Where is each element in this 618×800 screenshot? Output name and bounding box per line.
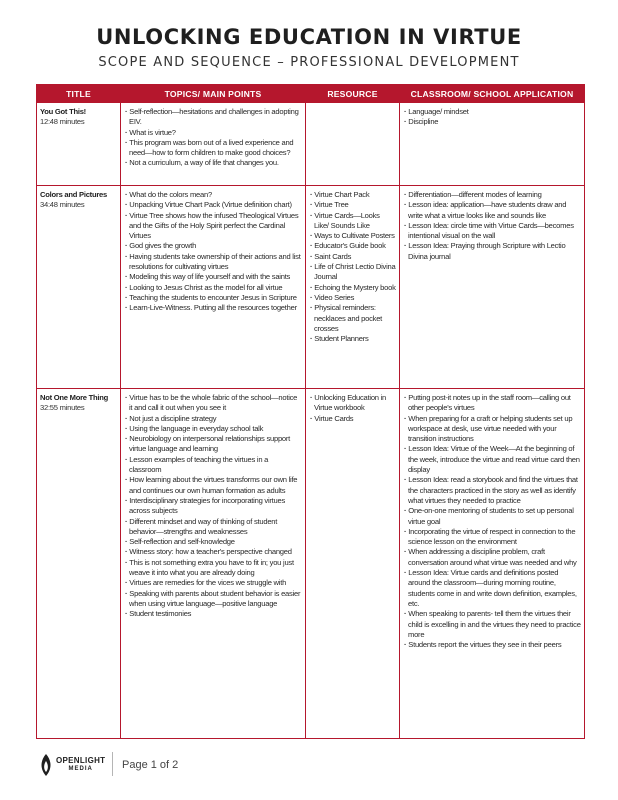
list-item: · Virtues are remedies for the vices we struggle with (124, 578, 302, 588)
footer-divider (112, 752, 113, 776)
list-item: · Self-reflection and self-knowledge (124, 537, 302, 547)
logo-name: OPENLIGHT (56, 756, 106, 765)
list-item: · Unpacking Virtue Chart Pack (Virtue definition chart) (124, 200, 302, 210)
list-item: · Witness story: how a teacher's perspective changed (124, 547, 302, 557)
table-row (37, 389, 585, 739)
list-item: · Learn-Live-Witness. Putting all the resources together (124, 303, 302, 313)
list-item: · Using the language in everyday school talk (124, 424, 302, 434)
logo-sub: MEDIA (68, 766, 93, 772)
list-item: · How learning about the virtues transforms our own life and continues our own human formation as adults (124, 475, 302, 496)
list-item: · Student Planners (309, 334, 396, 344)
col-header-resource: RESOURCE (306, 85, 400, 103)
row-title-cell (37, 103, 121, 186)
list-item: · Having students take ownership of their actions and list resolutions for cultivating virtues (124, 252, 302, 273)
list-item: · Teaching the students to encounter Jesus in Scripture (124, 293, 302, 303)
list-item: · Incorporating the virtue of respect in connection to the science lesson on the environment (403, 527, 581, 548)
list-item: · Looking to Jesus Christ as the model for all virtue (124, 283, 302, 293)
col-header-application: CLASSROOM/ SCHOOL APPLICATION (400, 85, 585, 103)
page-subtitle: SCOPE AND SEQUENCE – PROFESSIONAL DEVELOPMENT (98, 55, 520, 70)
list-item: · Unlocking Education in Virtue workbook (309, 393, 396, 414)
list-item: · Physical reminders: necklaces and pocket crosses (309, 303, 396, 334)
table-row (37, 103, 585, 186)
list-item: · Speaking with parents about student behavior is easier when using virtue language—positive language (124, 589, 302, 610)
list-item: · Self-reflection—hesitations and challenges in adopting EIV. (124, 107, 302, 128)
list-item: · One-on-one mentoring of students to set up personal virtue goal (403, 506, 581, 527)
list-item: · Echoing the Mystery book (309, 283, 396, 293)
list-item: · Neurobiology on interpersonal relationships support virtue language and learning (124, 434, 302, 455)
list-item: · Lesson Idea: circle time with Virtue Cards—becomes intentional visual on the wall (403, 221, 581, 242)
list-item: · Lesson Idea: Virtue of the Week—At the beginning of the week, introduce the virtue and read virtue card then display (403, 444, 581, 475)
list-item: · Language/ mindset (403, 107, 581, 117)
list-item: · What do the colors mean? (124, 190, 302, 200)
topics-cell (121, 186, 306, 389)
list-item: · Not just a discipline strategy (124, 414, 302, 424)
list-item: · Virtue Tree (309, 200, 396, 210)
table-row (37, 186, 585, 389)
row-title: Not One More Thing (40, 393, 109, 402)
resource-cell (306, 186, 400, 389)
list-item: · Virtue Chart Pack (309, 190, 396, 200)
application-cell (400, 103, 585, 186)
list-item: · Student testimonies (124, 609, 302, 619)
list-item: · Lesson examples of teaching the virtues in a classroom (124, 455, 302, 476)
logo-wordmark (56, 757, 105, 773)
list-item: · Students report the virtues they see in their peers (403, 640, 581, 650)
list-item: · When speaking to parents- tell them the virtues their child is excelling in and the virtues they need to practice more (403, 609, 581, 640)
row-title: You Got This! (40, 107, 86, 116)
application-cell (400, 389, 585, 739)
list-item: · Virtue Cards (309, 414, 396, 424)
col-header-title: TITLE (37, 85, 121, 103)
list-item: · Modeling this way of life yourself and with the saints (124, 272, 302, 282)
list-item: · When addressing a discipline problem, craft conversation around what virtue was needed and why (403, 547, 581, 568)
list-item: · Lesson idea: application—have students draw and write what a virtue looks like and sounds like (403, 200, 581, 221)
topics-cell (121, 389, 306, 739)
list-item: · Ways to Cultivate Posters (309, 231, 396, 241)
row-title-cell (37, 186, 121, 389)
list-item: · God gives the growth (124, 241, 302, 251)
page-number: Page 1 of 2 (122, 759, 179, 771)
list-item: · Putting post-it notes up in the staff room—calling out other people's virtues (403, 393, 581, 414)
application-cell (400, 186, 585, 389)
list-item: · What is virtue? (124, 128, 302, 138)
resource-cell (306, 389, 400, 739)
topics-cell (121, 103, 306, 186)
table-header-row (37, 85, 585, 103)
list-item: · Educator's Guide book (309, 241, 396, 251)
row-duration: 32:55 minutes (40, 403, 85, 413)
list-item: · Virtue Tree shows how the infused Theological Virtues and the Gifts of the Holy Spirit perfect the Cardinal Virtues (124, 211, 302, 242)
list-item: · Not a curriculum, a way of life that changes you. (124, 158, 302, 168)
page-title: UNLOCKING EDUCATION IN VIRTUE (96, 25, 522, 49)
row-title: Colors and Pictures (40, 190, 107, 199)
row-title-cell (37, 389, 121, 739)
list-item: · When preparing for a craft or helping students set up workspace at desk, use virtue needed with your transition instructions (403, 414, 581, 445)
list-item: · Virtue Cards—Looks Like/ Sounds Like (309, 211, 396, 232)
list-item: · Video Series (309, 293, 396, 303)
list-item: · Life of Christ Lectio Divina Journal (309, 262, 396, 283)
list-item: · Differentiation—different modes of learning (403, 190, 581, 200)
list-item: · Lesson Idea: Virtue cards and definitions posted around the classroom—during morning routine, students come in and write down definition, examples, etc. (403, 568, 581, 609)
list-item: · This program was born out of a lived experience and need—how to form children to make good choices? (124, 138, 302, 159)
list-item: · Discipline (403, 117, 581, 127)
list-item: · Interdisciplinary strategies for incorporating virtues across subjects (124, 496, 302, 517)
list-item: · This is not something extra you have to fit in; you just weave it into what you are already doing (124, 558, 302, 579)
list-item: · Lesson Idea: Praying through Scripture with Lectio Divina journal (403, 241, 581, 262)
list-item: · Lesson Idea: read a storybook and find the virtues that the characters practiced in the story as well as identify what virtues they needed to practice (403, 475, 581, 506)
list-item: · Saint Cards (309, 252, 396, 262)
col-header-topics: TOPICS/ MAIN POINTS (121, 85, 306, 103)
resource-cell (306, 103, 400, 186)
list-item: · Different mindset and way of thinking of student behavior—strengths and weaknesses (124, 517, 302, 538)
row-duration: 12:48 minutes (40, 117, 85, 127)
list-item: · Virtue has to be the whole fabric of the school—notice it and call it out when you see it (124, 393, 302, 414)
row-duration: 34:48 minutes (40, 200, 85, 210)
scope-sequence-table (36, 84, 585, 739)
